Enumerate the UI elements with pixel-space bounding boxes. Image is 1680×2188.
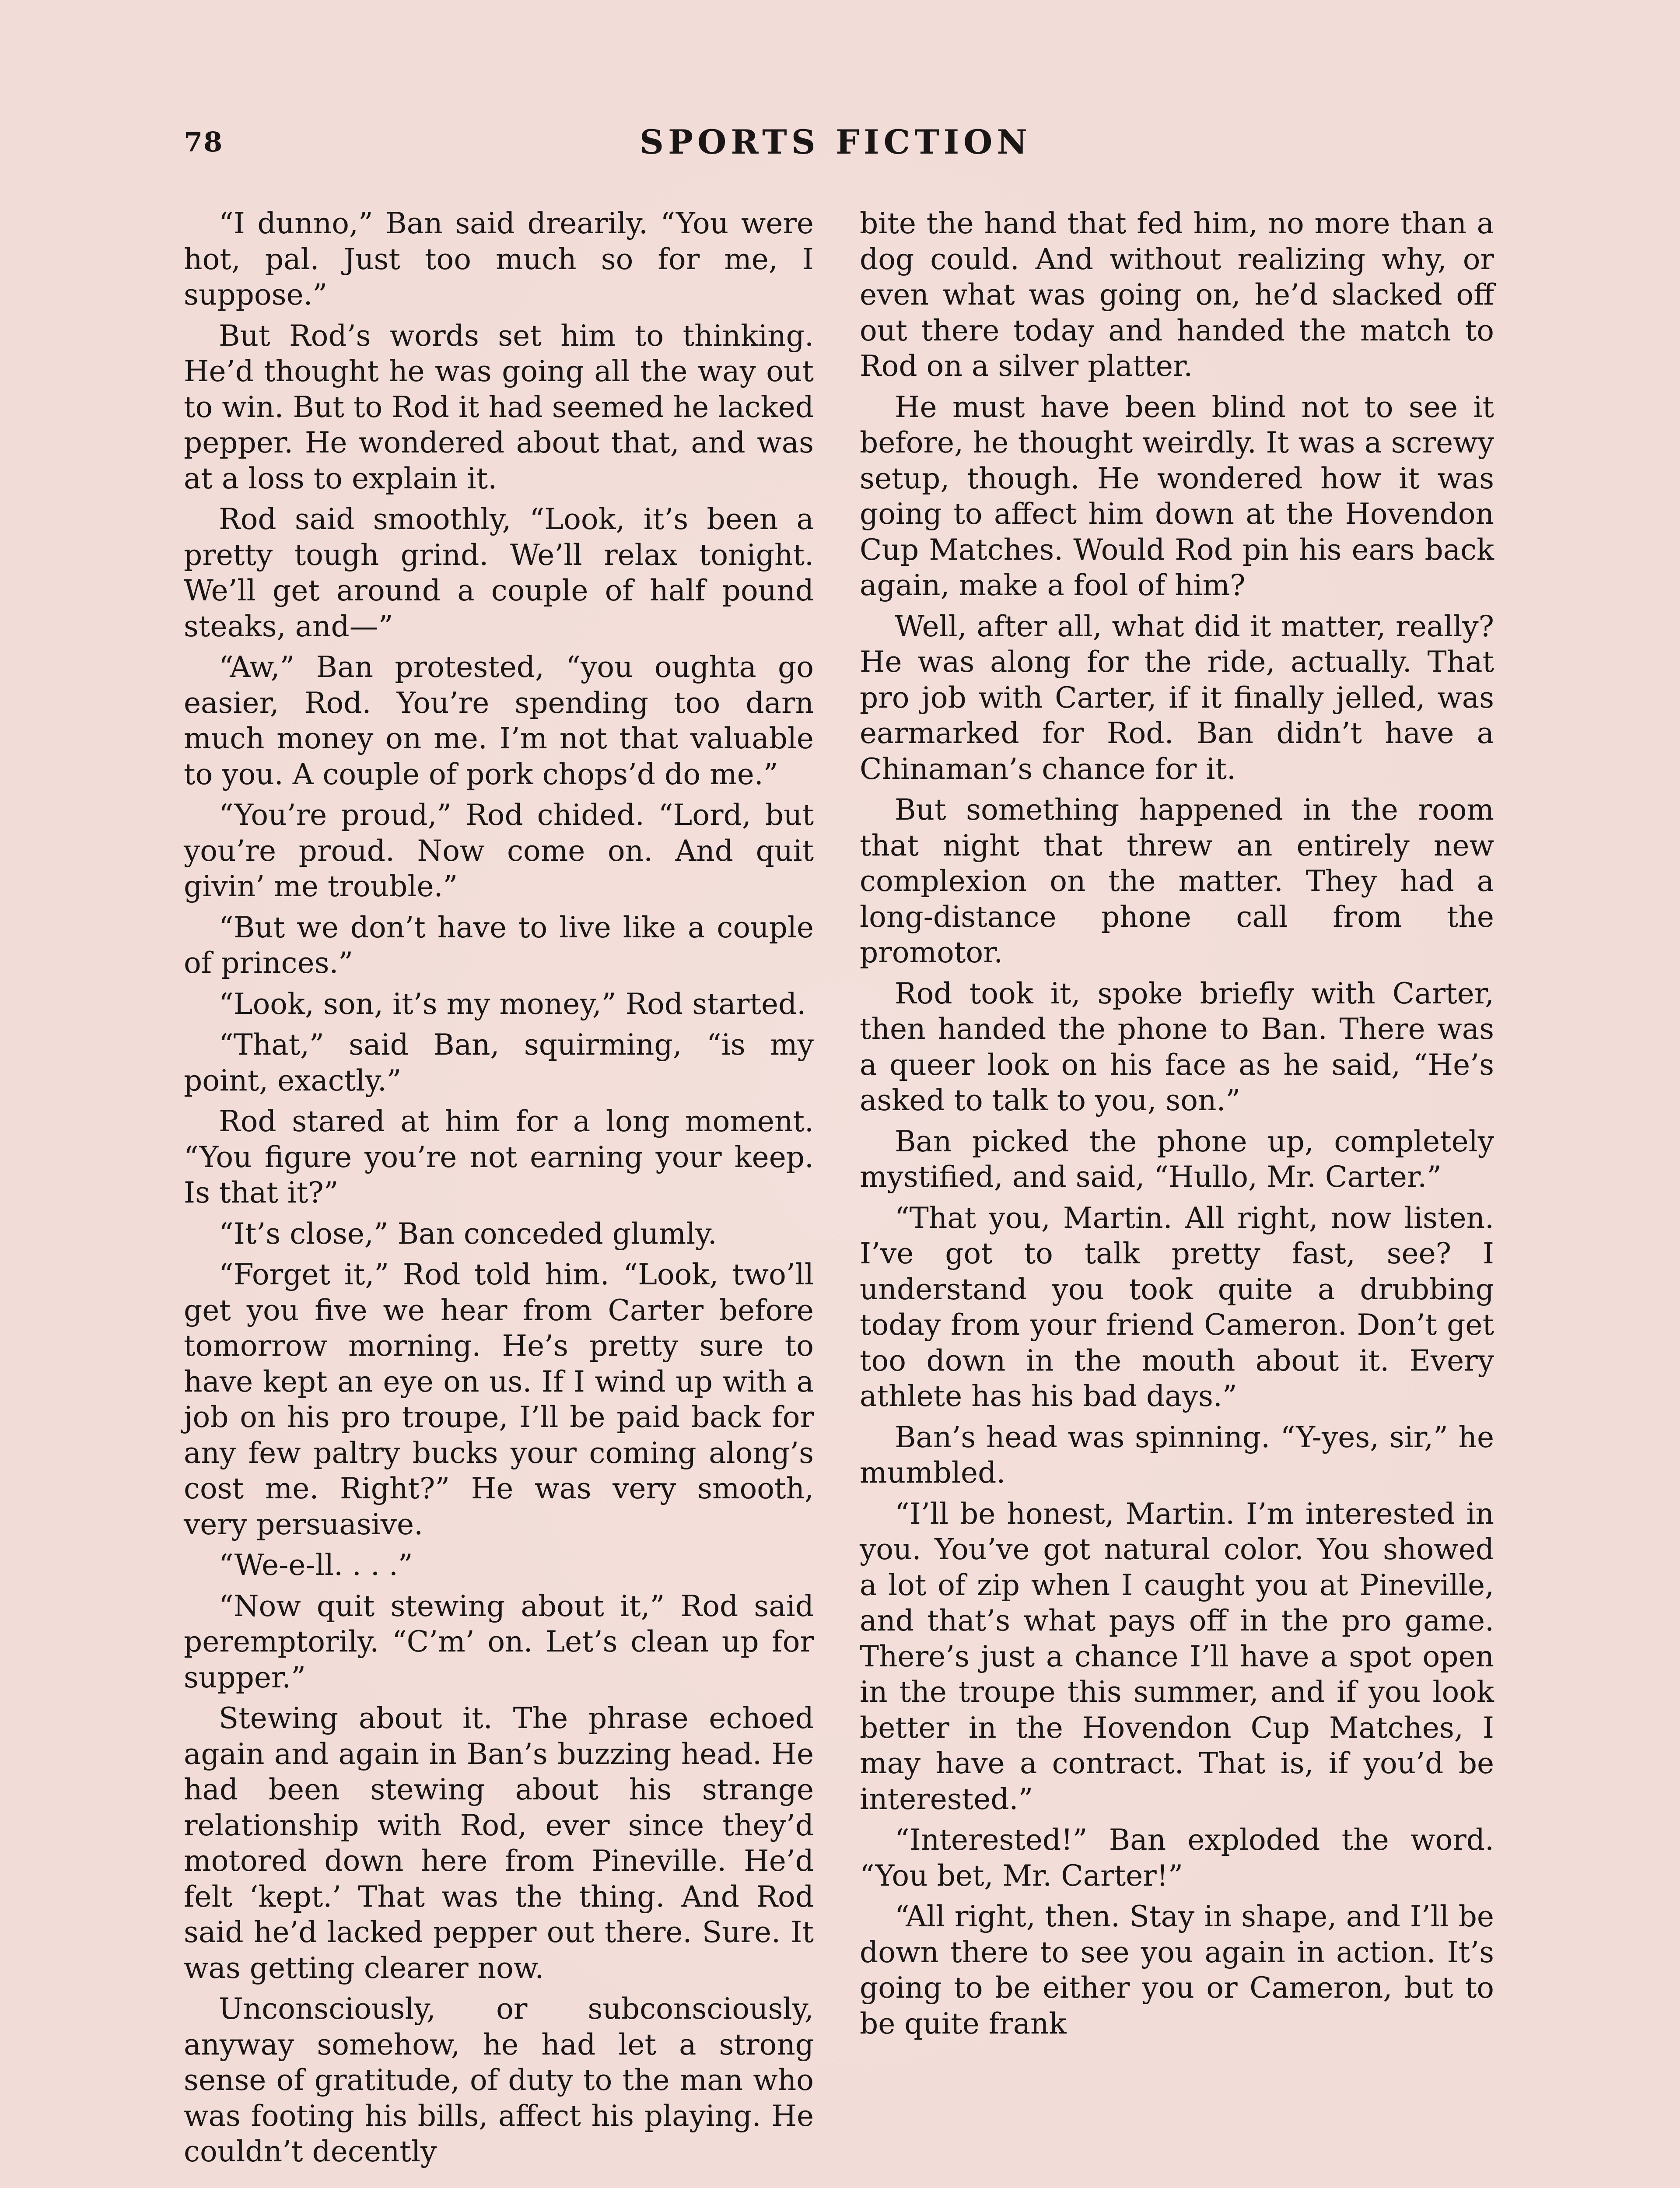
paragraph: “It’s close,” Ban conceded glumly. [219, 1217, 717, 1251]
magazine-title: SPORTS FICTION [640, 123, 1032, 161]
paragraph: Well, after all, what did it matter, really? He was along for the ride, actually. That pro job with Carter, if it finally jelled, was earmarked for Rod. Ban didn’t have a Chinaman’s chance for it. [860, 609, 1494, 786]
paragraph: “I dunno,” Ban said drearily. “You were hot, pal. Just too much so for me, I suppose.” [184, 207, 814, 312]
paragraph: “Aw,” Ban protested, “you oughta go easier, Rod. You’re spending too darn much money on me. I’m not that valuable to you. A couple of pork chops’d do me.” [184, 650, 814, 791]
paragraph: Rod stared at him for a long moment. “You figure you’re not earning your keep. Is that it?” [184, 1105, 814, 1210]
paragraph: But something happened in the room that night that threw an entirely new complexion on the matter. They had a long-distance phone call from the promotor. [860, 793, 1494, 969]
paragraph: “We-e-ll. . . .” [219, 1548, 413, 1582]
paragraph: “Now quit stewing about it,” Rod said peremptorily. “C’m’ on. Let’s clean up for supper.” [184, 1589, 814, 1694]
paragraph: Stewing about it. The phrase echoed again and again in Ban’s buzzing head. He had been stewing about his strange relationship with Rod, ever since they’d motored down here from Pineville. He’d felt ‘kept.’ That was the thing. And Rod said he’d lacked pepper out there. Sure. It was getting clearer now. [184, 1701, 814, 1985]
paragraph: Ban picked the phone up, completely mystified, and said, “Hullo, Mr. Carter.” [860, 1124, 1494, 1194]
paragraph: “That you, Martin. All right, now listen. I’ve got to talk pretty fast, see? I understand you took quite a drubbing today from your friend Cameron. Don’t get too down in the mouth about it. Every athlete has his bad days.” [860, 1201, 1494, 1413]
paragraph: But Rod’s words set him to thinking. He’d thought he was going all the way out to win. But to Rod it had seemed he lacked pepper. He wondered about that, and was at a loss to explain it. [184, 319, 814, 495]
paragraph: “I’ll be honest, Martin. I’m interested in you. You’ve got natural color. You showed a lot of zip when I caught you at Pineville, and that’s what pays off in the pro game. There’s just a chance I’ll have a spot open in the troupe this summer, and if you look better in the Hovendon Cup Matches, I may have a contract. That is, if you’d be interested.” [860, 1497, 1494, 1816]
paragraph: “Interested!” Ban exploded the word. “You bet, Mr. Carter!” [860, 1823, 1494, 1893]
right-column [860, 206, 1494, 2047]
paragraph: “That,” said Ban, squirming, “is my point, exactly.” [184, 1028, 814, 1098]
paragraph: Ban’s head was spinning. “Y-yes, sir,” he mumbled. [860, 1420, 1494, 1490]
paragraph: “Look, son, it’s my money,” Rod started. [219, 987, 806, 1021]
page-number: 78 [184, 126, 224, 158]
paragraph: He must have been blind not to see it before, he thought weirdly. It was a screwy setup, though. He wondered how it was going to affect him down at the Hovendon Cup Matches. Would Rod pin his ears back again, make a fool of him? [860, 390, 1494, 602]
paragraph: Unconsciously, or subconsciously, anyway somehow, he had let a strong sense of gratitude, of duty to the man who was footing his bills, affect his playing. He couldn’t decently [184, 1992, 814, 2168]
paragraph: “Forget it,” Rod told him. “Look, two’ll get you five we hear from Carter before tomorrow morning. He’s pretty sure to have kept an eye on us. If I wind up with a job on his pro troupe, I’ll be paid back for any few paltry bucks your coming along’s cost me. Right?” He was very smooth, very persuasive. [184, 1258, 814, 1541]
paragraph: Rod took it, spoke briefly with Carter, then handed the phone to Ban. There was a queer look on his face as he said, “He’s asked to talk to you, son.” [860, 976, 1494, 1117]
left-column [184, 206, 814, 2175]
paragraph: “All right, then. Stay in shape, and I’ll be down there to see you again in action. It’s going to be either you or Cameron, but to be quite frank [860, 1900, 1494, 2041]
paragraph-continuation: bite the hand that fed him, no more than a dog could. And without realizing why, or even what was going on, he’d slacked off out there today and handed the match to Rod on a silver platter. [860, 207, 1494, 383]
paragraph: “You’re proud,” Rod chided. “Lord, but you’re proud. Now come on. And quit givin’ me trouble.” [184, 798, 814, 903]
paragraph: “But we don’t have to live like a couple of princes.” [184, 910, 814, 980]
page-header [184, 118, 1488, 171]
paragraph: Rod said smoothly, “Look, it’s been a pretty tough grind. We’ll relax tonight. We’ll get around a couple of half pound steaks, and—” [184, 502, 814, 643]
